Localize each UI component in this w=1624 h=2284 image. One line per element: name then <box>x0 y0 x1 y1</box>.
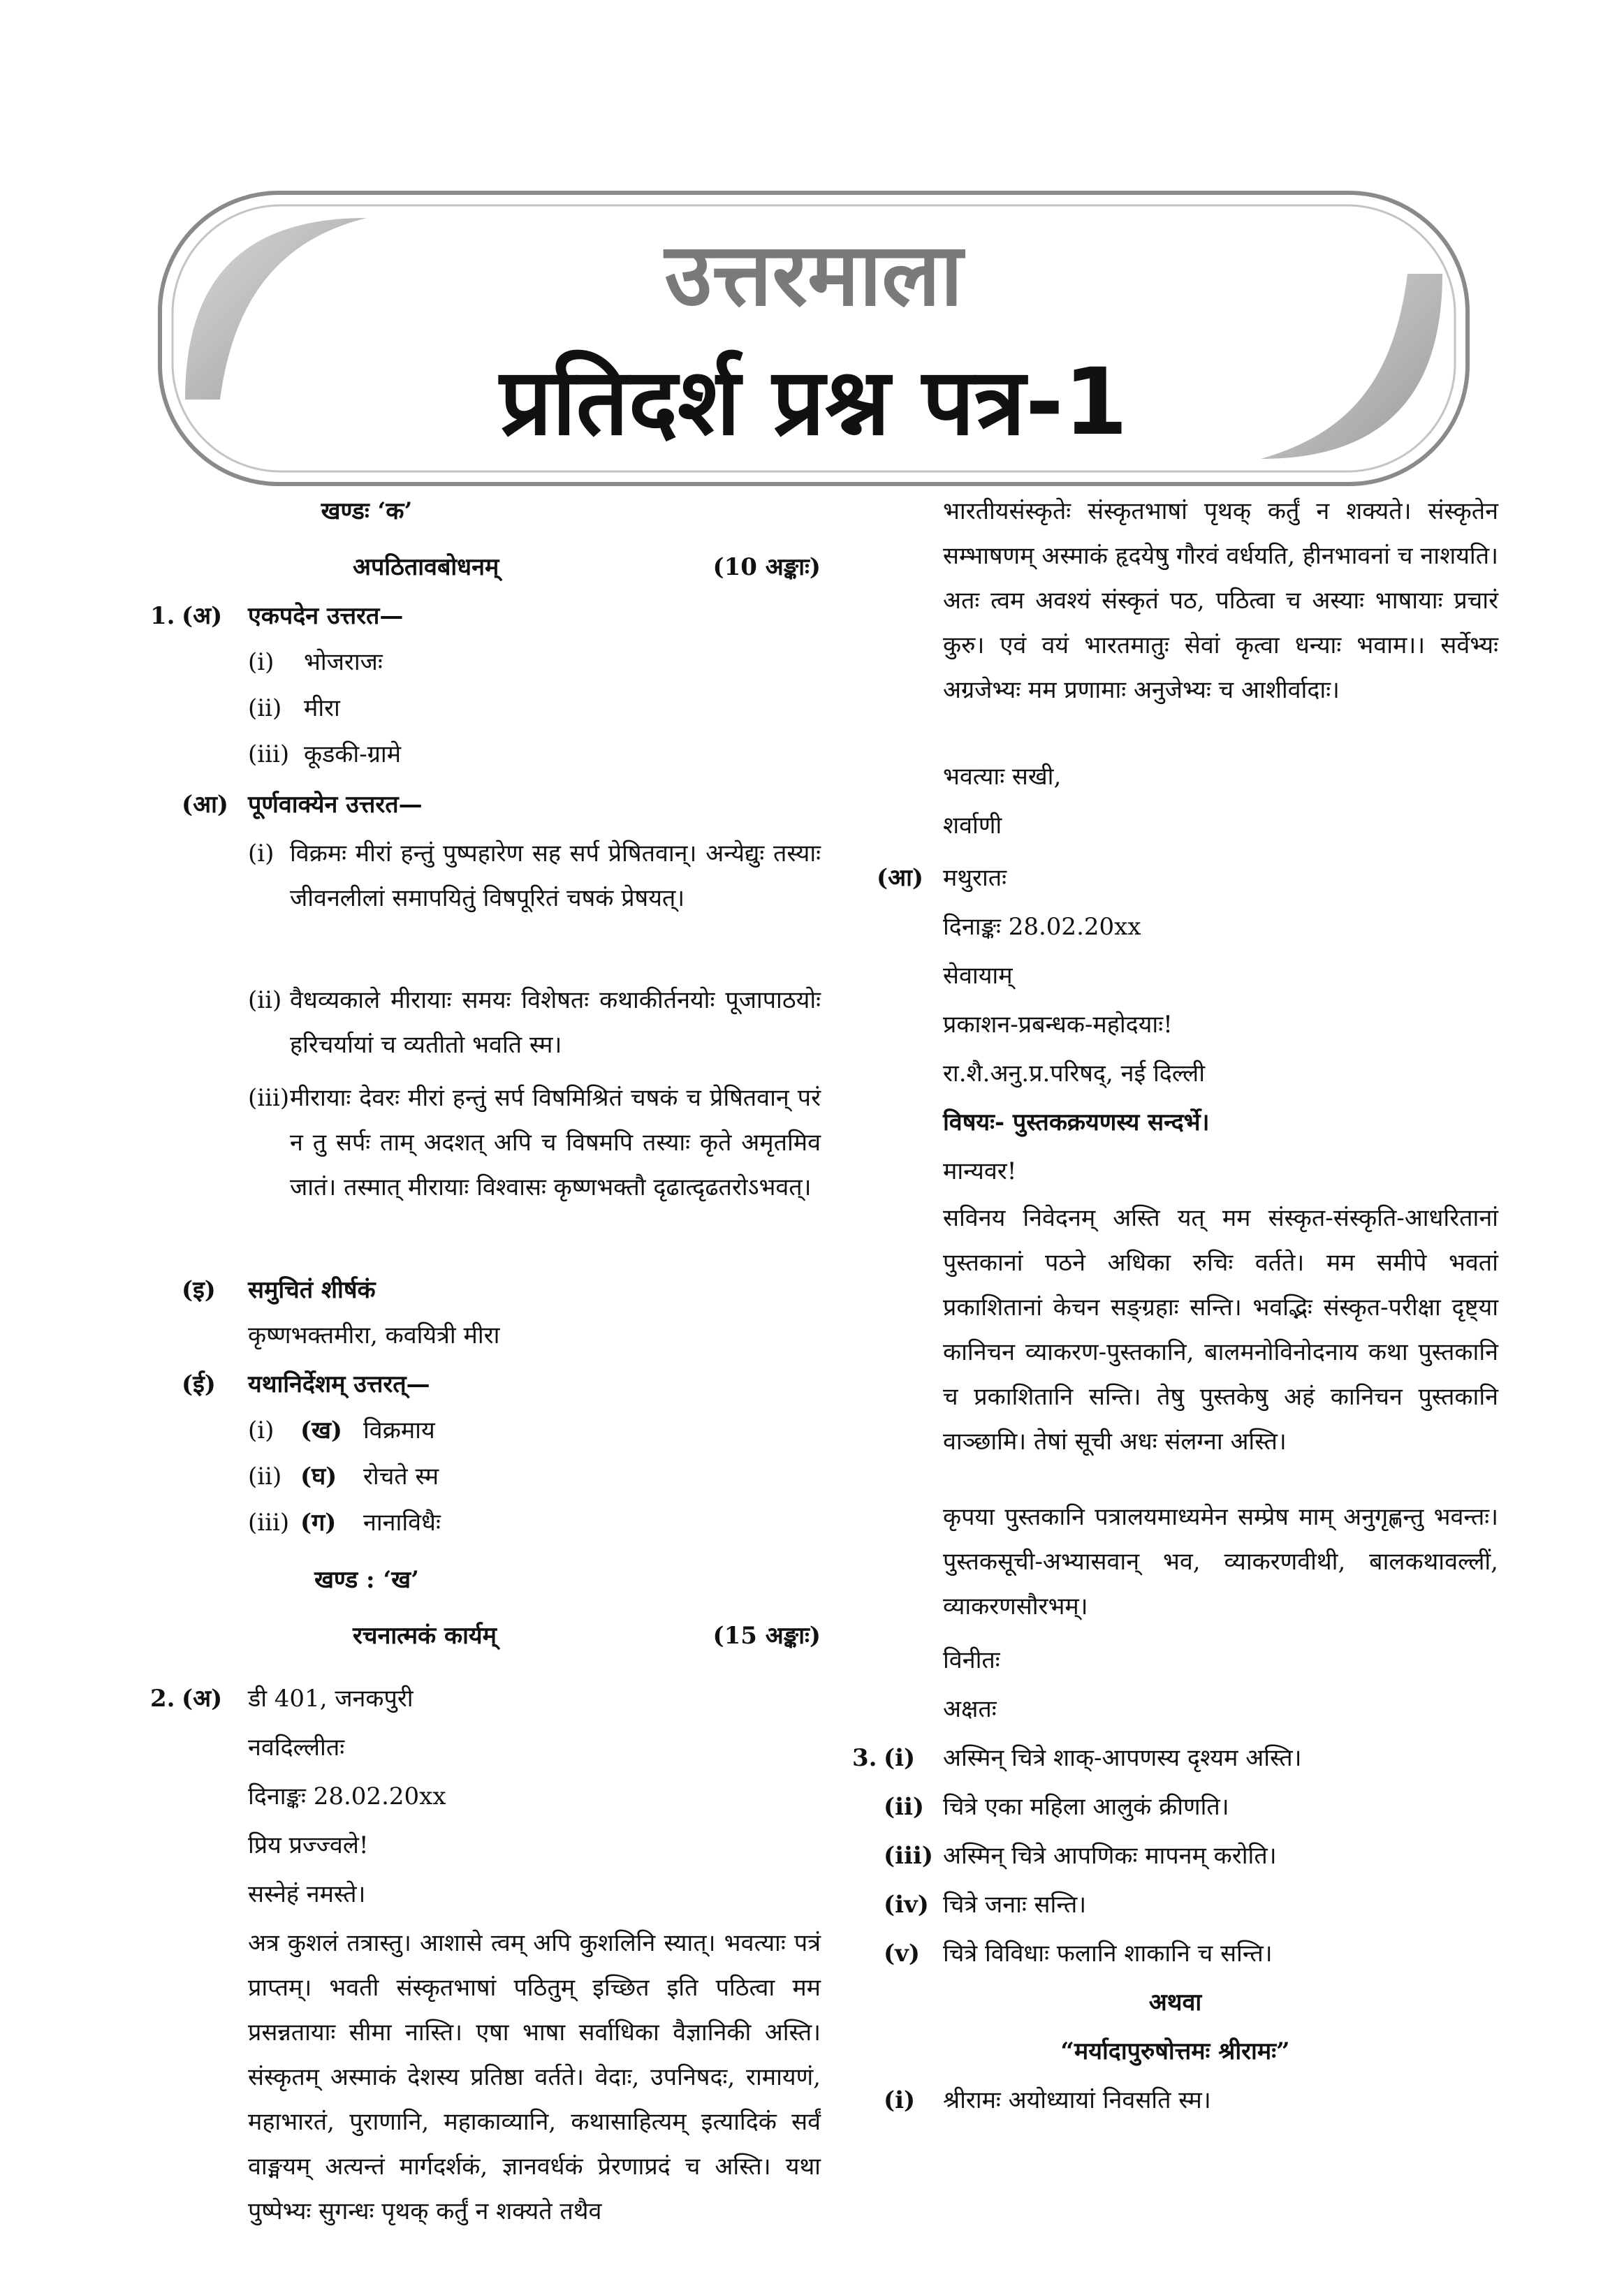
section-a-heading: खण्डः ‘क’ <box>321 497 413 525</box>
q1-a-item: मीरा <box>304 694 340 722</box>
letter2-salutation: मान्यवर! <box>943 1157 1017 1185</box>
q1-a-title: एकपदेन उत्तरत— <box>248 602 404 630</box>
letter2-from: मथुरातः <box>943 864 1007 892</box>
letter2-subject: विषयः- पुस्तकक्रयणस्य सन्दर्भे। <box>943 1108 1210 1136</box>
letter-greeting: सस्नेहं नमस्ते। <box>248 1880 366 1908</box>
letter-sender: शर्वाणी <box>943 812 1002 840</box>
letter-date: दिनाङ्कः 28.02.20xx <box>248 1782 446 1810</box>
letter-address-line1: डी 401, जनकपुरी <box>248 1685 414 1713</box>
q3-item-n: (i) <box>884 1744 916 1772</box>
q2-number: 2. <box>150 1685 175 1713</box>
q1-i-label: (इ) <box>182 1276 216 1304</box>
q1-aa-item-n: (iii) <box>248 1084 290 1112</box>
letter2-addressee: प्रकाशन-प्रबन्धक-महोदयाः! <box>943 1011 1173 1039</box>
q3-item-n: (ii) <box>884 1793 925 1821</box>
letter2-body-1: सविनय निवेदनम् अस्ति यत् मम संस्कृत-संस्कृति-आधरितानां पुस्तकानां पठने अधिका रुचिः वर्तते। मम समीपे भवतां प्रकाशितानां केचन सङ्ग्रहाः सन्ति। भवद्भिः संस्कृत-परीक्षा दृष्ट्या कानिचन व्याकरण-पुस्तकानि, बालमनोविनोदनाय कथा पुस्तकानि च प्रकाशितानि सन्ति। तेषु पुस्तकेषु अहं कानिचन पुस्तकानि वाञ्छामि। तेषां सूची अधः संलग्ना अस्ति। <box>943 1204 1498 1456</box>
q1-a-item-n: (ii) <box>248 694 282 722</box>
q3-item-n: (iii) <box>884 1842 933 1870</box>
q3-item: अस्मिन् चित्रे आपणिकः मापनम् करोति। <box>943 1842 1277 1870</box>
letter2-body-2: कृपया पुस्तकानि पत्रालयमाध्यमेन सम्प्रेष माम् अनुगृह्णन्तु भवन्तः। पुस्तकसूची-अभ्यासवान् भव, व्याकरणवीथी, बालकथावल्लीं, व्याकरणसौरभम्। <box>943 1503 1498 1620</box>
letter2-to: सेवायाम् <box>943 962 1013 990</box>
q1-ii-item-n: (iii) <box>248 1509 290 1537</box>
q3-item: चित्रे एका महिला आलुकं क्रीणति। <box>943 1793 1229 1821</box>
q3-or-label: अथवा <box>1148 1989 1202 2016</box>
q3-number: 3. <box>852 1744 877 1772</box>
letter2-sign-1: विनीतः <box>943 1646 1000 1674</box>
q1-aa-item-n: (ii) <box>248 986 282 1014</box>
letter-body: अत्र कुशलं तत्रास्तु। आशासे त्वम् अपि कुशलिनि स्यात्। भवत्याः पत्रं प्राप्तम्। भवती संस्कृतभाषां पठितुम् इच्छित इति पठित्वा मम प्रसन्नतायाः सीमा नास्ति। एषा भाषा सर्वाधिका वैज्ञानिकी अस्ति। संस्कृतम् अस्माकं देशस्य प्रतिष्ठा वर्तते। वेदाः, उपनिषदः, रामायणं, महाभारतं, पुराणानि, महाकाव्यानि, कथासाहित्यम् इत्यादिकं सर्वं वाङ्मयम् अत्यन्तं मार्गदर्शकं, ज्ञानवर्धकं प्रेरणाप्रदं च अस्ति। यथा पुष्पेभ्यः सुगन्धः पृथक् कर्तुं न शक्यते तथैव <box>248 1929 821 2225</box>
section-a-title: अपठितावबोधनम् <box>353 553 499 581</box>
q3-or-item: श्रीरामः अयोध्यायां निवसति स्म। <box>943 2086 1211 2114</box>
q3-or-item-n: (i) <box>884 2086 916 2114</box>
section-a-marks: (10 अङ्काः) <box>712 553 821 581</box>
letter-address-line2: नवदिल्लीतः <box>248 1734 345 1762</box>
q1-ii-item: रोचते स्म <box>363 1463 439 1491</box>
q1-ii-item-n: (ii) <box>248 1463 282 1491</box>
q1-ii-item-option: (ख) <box>300 1416 342 1444</box>
banner-subtitle: प्रतिदर्श प्रश्न पत्र-1 <box>499 349 1128 456</box>
q1-aa-item-n: (i) <box>248 840 275 868</box>
q3-item: अस्मिन् चित्रे शाक्-आपणस्य दृश्यम अस्ति। <box>943 1744 1302 1772</box>
letter-salutation: प्रिय प्रज्ज्वले! <box>248 1831 369 1859</box>
letter-body-continued: भारतीयसंस्कृतेः संस्कृतभाषां पृथक् कर्तुं न शक्यते। संस्कृतेन सम्भाषणम् अस्माकं हृदयेषु गौरवं वर्धयति, हीनभावनां च नाशयति। अतः त्वम अवश्यं संस्कृतं पठ, पठित्वा च अस्याः भाषायाः प्रचारं कुरु। एवं वयं भारतमातुः सेवां कृत्वा धन्याः भवाम।। सर्वेभ्यः अग्रजेभ्यः मम प्रणामाः अनुजेभ्यः च आशीर्वादाः। <box>943 497 1498 704</box>
q3-item-n: (v) <box>884 1940 920 1968</box>
q1-a-item-n: (i) <box>248 648 275 676</box>
q1-ii-item-n: (i) <box>248 1416 275 1444</box>
q1-ii-item-option: (ग) <box>300 1509 337 1537</box>
q2-a-label: (अ) <box>182 1685 223 1713</box>
q1-ii-item-option: (घ) <box>300 1463 337 1491</box>
q1-aa-item: वैधव्यकाले मीरायाः समयः विशेषतः कथाकीर्तनयोः पूजापाठयोः हरिचर्यायां च व्यतीतो भवति स्म। <box>290 986 821 1059</box>
banner-title: उत्तरमाला <box>664 225 963 325</box>
section-b-marks: (15 अङ्काः) <box>712 1622 821 1650</box>
q1-ii-title: यथानिर्देशम् उत्तरत्— <box>248 1370 430 1398</box>
letter2-date: दिनाङ्कः 28.02.20xx <box>943 913 1141 941</box>
q3-item-n: (iv) <box>884 1891 929 1919</box>
q1-a-label: (अ) <box>182 602 223 630</box>
title-banner <box>157 190 1470 487</box>
q1-ii-label: (ई) <box>182 1370 216 1398</box>
q3-item: चित्रे जनाः सन्ति। <box>943 1891 1087 1919</box>
letter-closing: भवत्याः सखी, <box>943 763 1062 791</box>
q3-item: चित्रे विविधाः फलानि शाकानि च सन्ति। <box>943 1940 1273 1968</box>
q1-aa-title: पूर्णवाक्येन उत्तरत— <box>248 791 423 819</box>
q1-aa-item: मीरायाः देवरः मीरां हन्तुं सर्प विषमिश्रितं चषकं च प्रेषितवान् परं न तु सर्पः ताम् अदशत् अपि च विषमपि तस्याः कृते अमृतमिव जातं। तस्मात् मीरायाः विश्वासः कृष्णभक्तौ दृढात्दृढतरोऽभवत्। <box>290 1084 821 1201</box>
q1-i-answer: कृष्णभक्तमीरा, कवयित्री मीरा <box>248 1322 500 1349</box>
q3-or-title: “मर्यादापुरुषोत्तमः श्रीरामः” <box>1060 2037 1290 2065</box>
q1-aa-label: (आ) <box>182 791 228 819</box>
q1-ii-item: विक्रमाय <box>363 1416 435 1444</box>
letter2-org: रा.शै.अनु.प्र.परिषद्, नई दिल्ली <box>943 1060 1206 1088</box>
q1-a-item-n: (iii) <box>248 740 290 768</box>
q1-aa-item: विक्रमः मीरां हन्तुं पुष्पहारेण सह सर्प प्रेषितवान्। अन्येद्युः तस्याः जीवनलीलां समापयितुं विषपूरितं चषकं प्रेषयत्। <box>290 840 821 912</box>
q1-i-title: समुचितं शीर्षकं <box>248 1276 376 1304</box>
q1-ii-item: नानाविधैः <box>363 1509 441 1537</box>
q1-a-item: भोजराजः <box>304 648 383 676</box>
q1-a-item: कूडकी-ग्रामे <box>304 740 402 768</box>
q2-aa-label: (आ) <box>877 864 923 892</box>
letter2-sign-2: अक्षतः <box>943 1695 997 1723</box>
section-b-title: रचनात्मकं कार्यम् <box>353 1622 497 1650</box>
q1-number: 1. <box>150 602 175 630</box>
section-b-heading: खण्ड : ‘ख’ <box>314 1566 419 1594</box>
